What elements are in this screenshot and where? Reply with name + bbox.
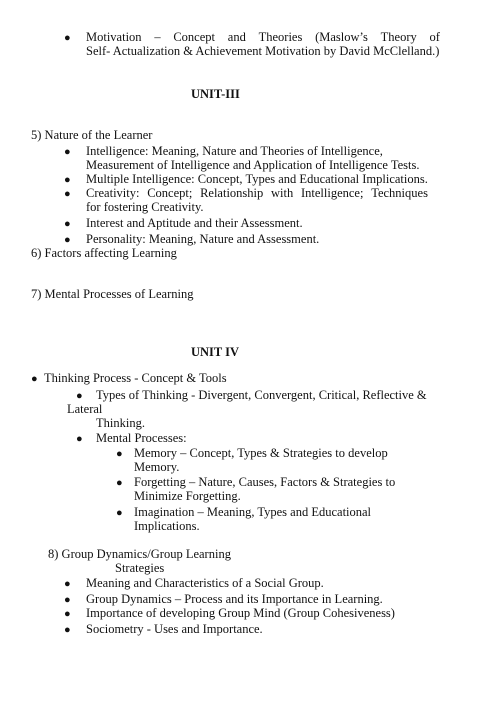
types-of-thinking-line-1: Types of Thinking - Divergent, Convergent, Critical, Reflective & [96,388,427,402]
group-dynamics-process: Group Dynamics – Process and its Importance in Learning. [86,592,383,606]
memory-line-1: Memory – Concept, Types & Strategies to develop [134,446,388,460]
item-5-nature-of-learner: 5) Nature of the Learner [31,128,153,142]
bullet-icon: ● [76,433,83,445]
group-mind: Importance of developing Group Mind (Group Cohesiveness) [86,606,395,620]
bullet-icon: ● [116,448,123,460]
motivation-line-1 [86,30,440,44]
bullet-icon: ● [64,218,71,230]
word: Motivation [86,30,142,44]
creativity-line-2: for fostering Creativity. [86,200,204,214]
item-8-group-dynamics-line-1: 8) Group Dynamics/Group Learning [48,547,231,561]
bullet-icon: ● [76,390,83,402]
word: Techniques [371,186,428,200]
item-8-group-dynamics-line-2: Strategies [115,561,165,575]
forgetting-line-1: Forgetting – Nature, Causes, Factors & Strategies to [134,475,396,489]
personality: Personality: Meaning, Nature and Assessment. [86,232,320,246]
unit-3-heading: UNIT-III [191,87,240,101]
forgetting-line-2: Minimize Forgetting. [134,489,241,503]
word: Intelligence; [300,186,364,200]
word: and [227,30,246,44]
word: of [429,30,440,44]
types-of-thinking-line-3: Thinking. [96,416,145,430]
unit-4-heading: UNIT IV [191,345,240,359]
intelligence-line-1: Intelligence: Meaning, Nature and Theories of Intelligence, [86,144,383,158]
bullet-icon: ● [31,373,38,385]
word: Theory [380,30,417,44]
bullet-icon: ● [64,188,71,200]
word: Concept; [147,186,193,200]
sociometry: Sociometry - Uses and Importance. [86,622,263,636]
word: with [271,186,294,200]
interest-aptitude: Interest and Aptitude and their Assessment. [86,216,303,230]
types-of-thinking-line-2: Lateral [67,402,103,416]
bullet-icon: ● [64,578,71,590]
word: Concept [173,30,216,44]
bullet-icon: ● [64,594,71,606]
item-7-mental-processes: 7) Mental Processes of Learning [31,287,194,301]
social-group: Meaning and Characteristics of a Social Group. [86,576,324,590]
bullet-icon: ● [64,32,71,44]
multiple-intelligence: Multiple Intelligence: Concept, Types and Educational Implications. [86,172,428,186]
intelligence-line-2: Measurement of Intelligence and Application of Intelligence Tests. [86,158,420,172]
imagination-line-1: Imagination – Meaning, Types and Educational [134,505,372,519]
bullet-icon: ● [116,477,123,489]
memory-line-2: Memory. [134,460,180,474]
imagination-line-2: Implications. [134,519,200,533]
word: Theories [258,30,303,44]
bullet-icon: ● [64,174,71,186]
motivation-line-2: Self- Actualization & Achievement Motivation by David McClelland.) [86,44,440,58]
word: Creativity: [86,186,140,200]
creativity-line-1 [86,186,428,200]
bullet-icon: ● [64,234,71,246]
word: (Maslow’s [315,30,368,44]
thinking-process: Thinking Process - Concept & Tools [44,371,227,385]
word: – [154,30,161,44]
bullet-icon: ● [64,146,71,158]
mental-processes: Mental Processes: [96,431,187,445]
item-6-factors-learning: 6) Factors affecting Learning [31,246,177,260]
bullet-icon: ● [64,608,71,620]
word: Relationship [200,186,264,200]
bullet-icon: ● [116,507,123,519]
bullet-icon: ● [64,624,71,636]
